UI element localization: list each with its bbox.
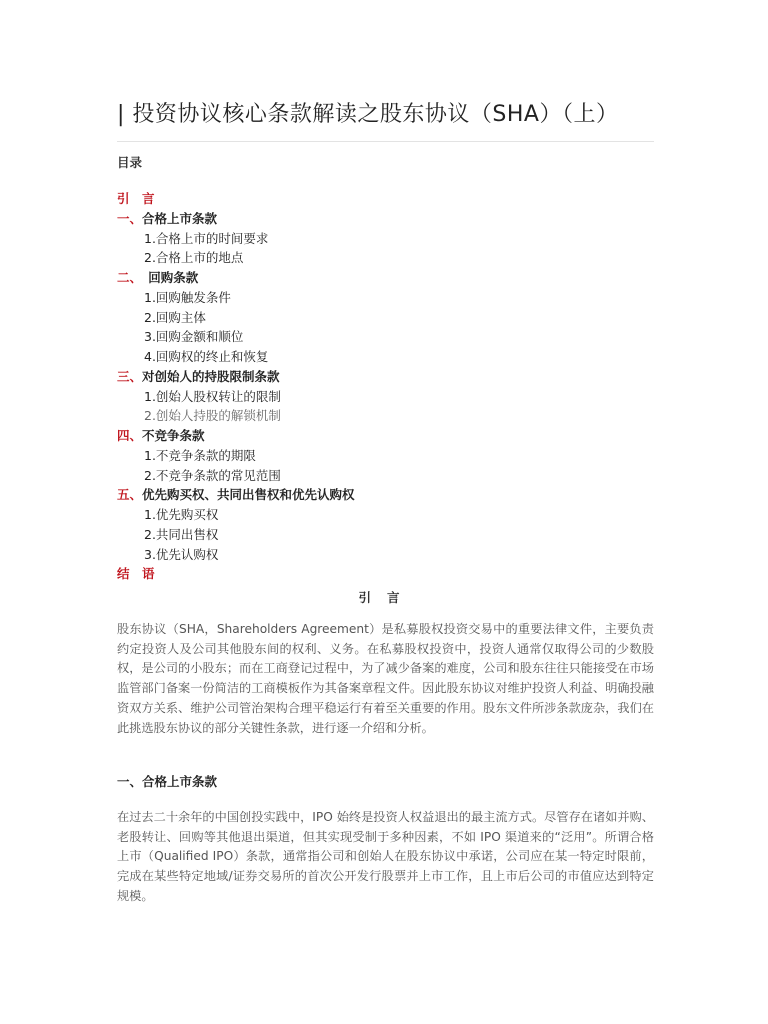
title-divider <box>117 141 654 142</box>
toc-sub-item[interactable]: 3.优先认购权 <box>144 546 219 562</box>
toc-section-label: 对创始人的持股限制条款 <box>142 368 280 384</box>
toc-section-number: 一、 <box>117 210 143 226</box>
table-of-contents <box>117 189 657 584</box>
toc-heading: 目录 <box>117 155 143 170</box>
intro-paragraph: 股东协议（SHA，Shareholders Agreement）是私募股权投资交易中的重要法律文件，主要负责约定投资人及公司其他股东间的权利、义务。在私募股权投资中，投资人通常仅取得公司的少数股权，是公司的小股东；而在工商登记过程中，为了减少备案的难度，公司和股东往往只能接受在市场监管部门备案一份简洁的工商模板作为其备案章程文件。因此股东协议对维护投资人利益、明确投融资双方关系、维护公司管治架构合理平稳运行有着至关重要的作用。股东文件所涉条款庞杂，我们在此挑选股东协议的部分关键性条款，进行逐一介绍和分析。 <box>117 622 654 735</box>
toc-sub-item[interactable]: 4.回购权的终止和恢复 <box>144 349 269 364</box>
toc-section-label: 回购条款 <box>135 270 199 285</box>
intro-heading: 引言 <box>358 590 416 605</box>
document-title: | 投资协议核心条款解读之股东协议（SHA）（上） <box>117 102 619 127</box>
toc-sub-item[interactable]: 2.共同出售权 <box>144 526 219 542</box>
toc-sub-item[interactable]: 1.合格上市的时间要求 <box>144 230 269 246</box>
toc-special-item[interactable]: 结 语 <box>117 566 155 582</box>
section-1-heading: 一、合格上市条款 <box>117 774 218 789</box>
toc-sub-item[interactable]: 1.不竞争条款的期限 <box>144 447 256 463</box>
toc-section-item[interactable] <box>117 485 657 505</box>
toc-section-label: 合格上市条款 <box>142 210 218 226</box>
toc-special-item[interactable]: 引 言 <box>117 191 155 206</box>
toc-section-number: 五、 <box>117 487 143 503</box>
toc-sub-item[interactable]: 2.回购主体 <box>144 309 206 325</box>
toc-section-number: 四、 <box>117 428 143 443</box>
toc-sub-item[interactable]: 3.回购金额和顺位 <box>144 329 244 345</box>
toc-sub-item[interactable]: 1.回购触发条件 <box>144 289 231 305</box>
toc-sub-item[interactable]: 2.创始人持股的解锁机制 <box>144 408 281 424</box>
toc-section-item[interactable] <box>117 268 657 288</box>
toc-sub-item[interactable]: 2.不竞争条款的常见范围 <box>144 467 281 483</box>
toc-section-number: 三、 <box>117 368 143 384</box>
toc-section-item[interactable] <box>117 367 657 387</box>
toc-sub-item[interactable]: 1.优先购买权 <box>144 507 219 522</box>
section-1-paragraph: 在过去二十余年的中国创投实践中，IPO 始终是投资人权益退出的最主流方式。尽管存在诸如并购、老股转让、回购等其他退出渠道，但其实现受制于多种因素，不如 IPO 渠道来的“泛用”。所谓合格上市（Qualified IPO）条款，通常指公司和创始人在股东协议中承诺，公司应在某一特定时限前，完成在某些特定地域/证券交易所的首次公开发行股票并上市工作，且上市后公司的市值应达到特定规模。 <box>117 810 654 903</box>
toc-section-label: 不竞争条款 <box>142 428 205 443</box>
toc-section-item[interactable] <box>117 426 657 446</box>
toc-section-label: 优先购买权、共同出售权和优先认购权 <box>142 487 355 503</box>
toc-sub-item[interactable]: 2.合格上市的地点 <box>144 250 244 266</box>
toc-section-item[interactable] <box>117 209 657 229</box>
toc-sub-item[interactable]: 1.创始人股权转让的限制 <box>144 388 281 404</box>
toc-section-number: 二、 <box>117 270 136 285</box>
